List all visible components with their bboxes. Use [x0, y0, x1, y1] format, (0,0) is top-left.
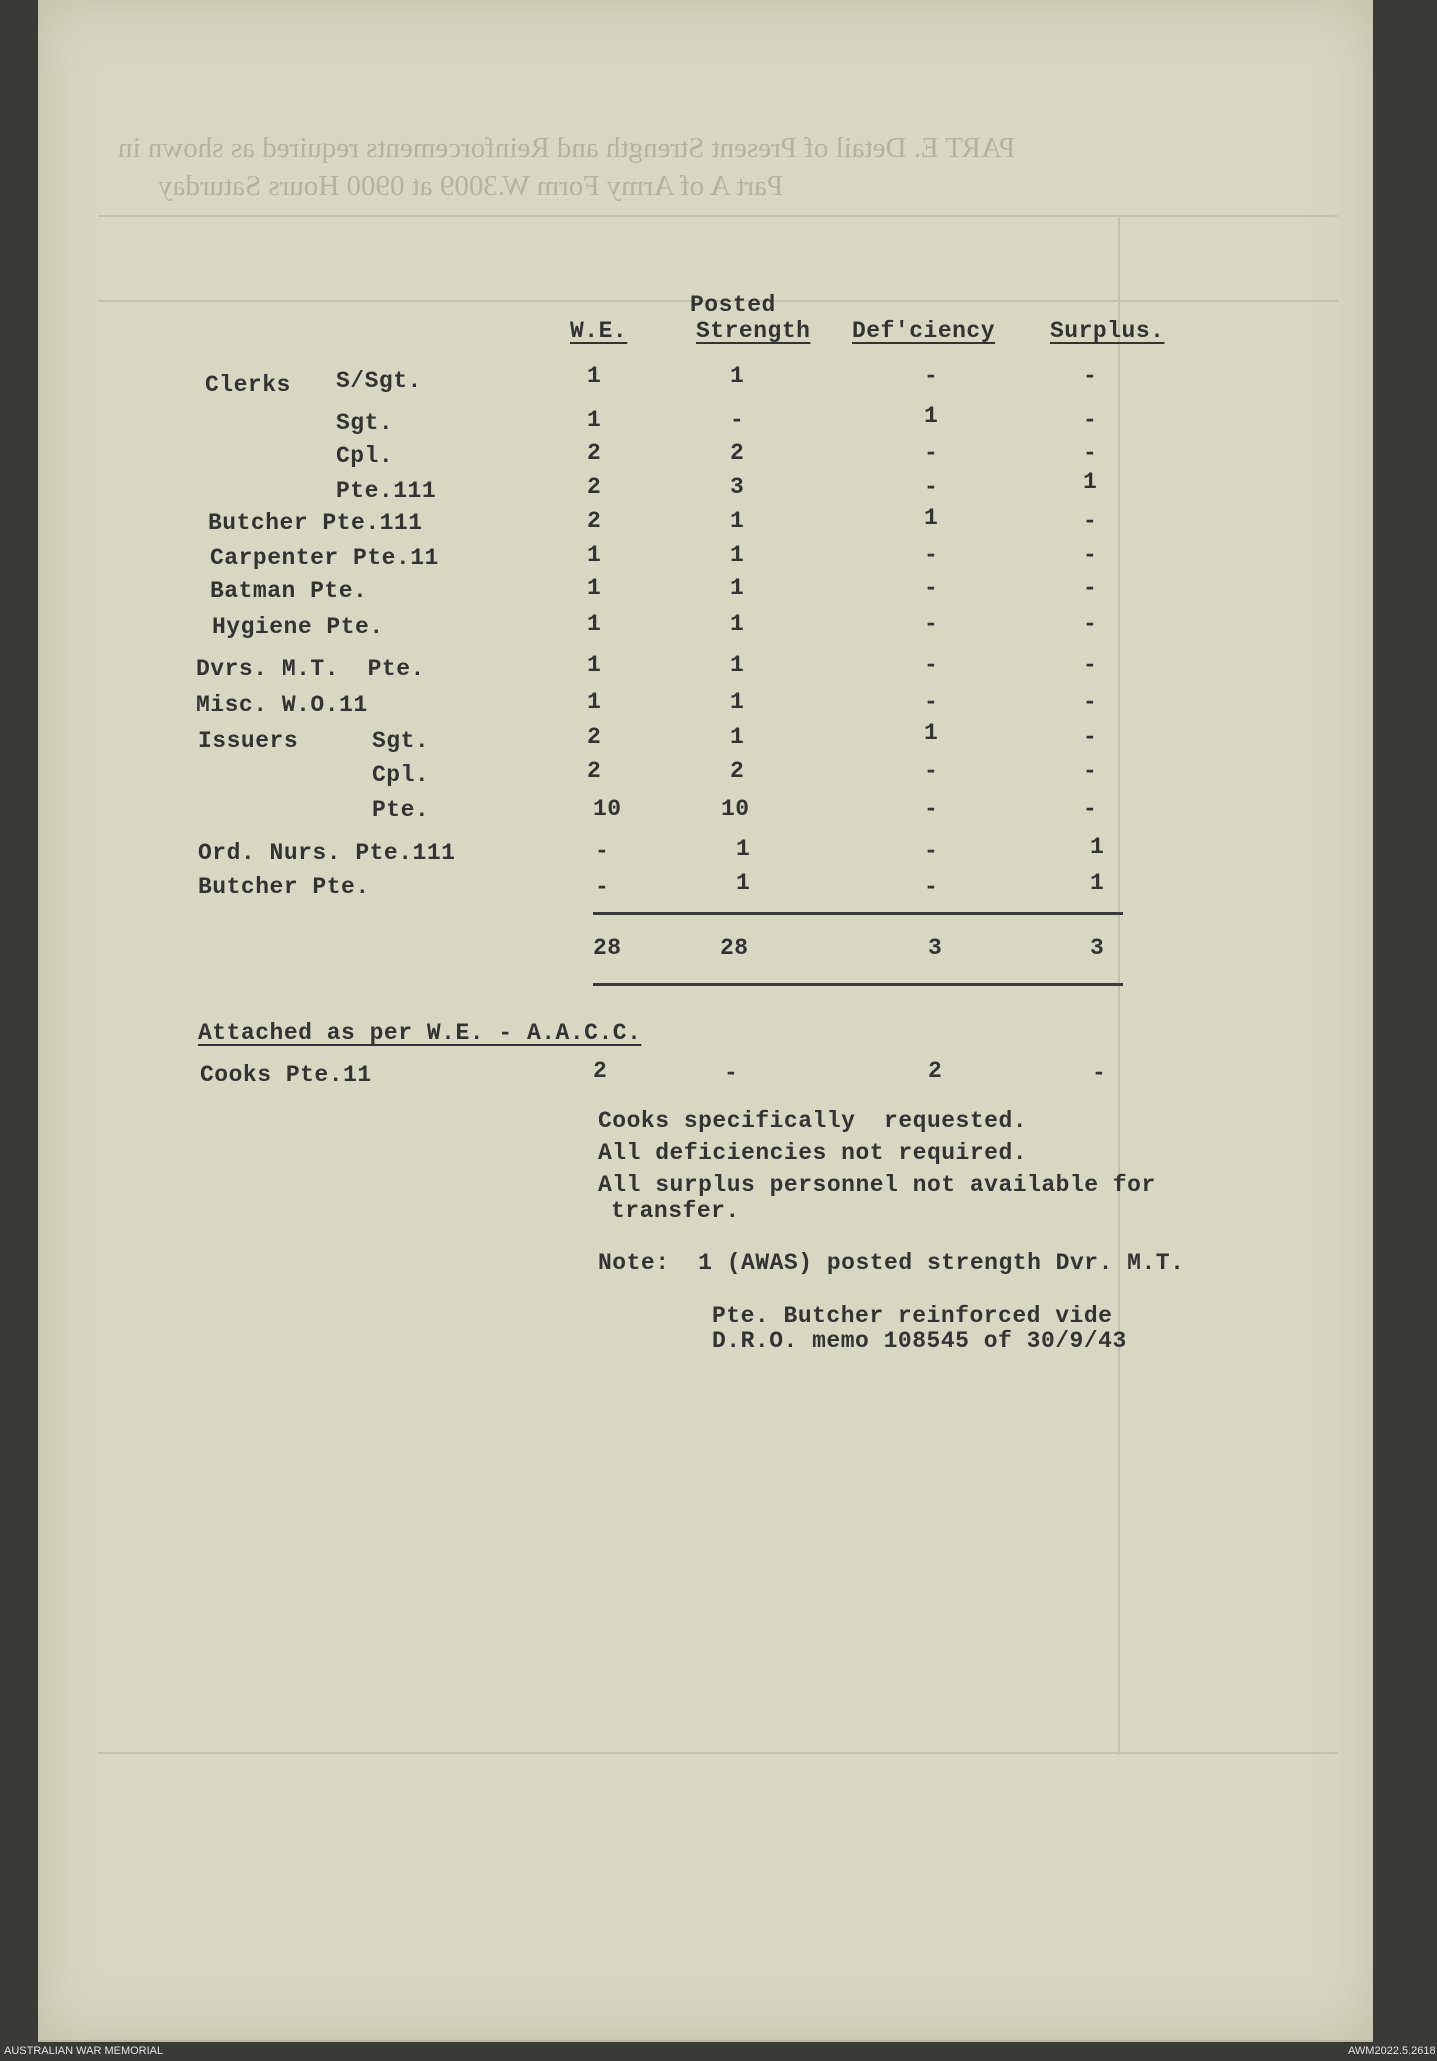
cell-posted: 1 — [730, 611, 745, 637]
row-label: Issuers — [198, 728, 299, 754]
cell-we: 1 — [587, 575, 602, 601]
cell-deficiency: - — [924, 838, 939, 864]
row-label: Clerks — [205, 372, 291, 398]
row-sub: Pte.111 — [336, 478, 437, 504]
row-sub: Sgt. — [372, 728, 430, 754]
cell-we: - — [595, 838, 610, 864]
row-label: Dvrs. M.T. Pte. — [196, 656, 425, 682]
cell-posted: 1 — [730, 724, 745, 750]
cell-posted: 1 — [730, 689, 745, 715]
row-label: Butcher Pte.111 — [208, 510, 423, 536]
row-sub: Pte. — [372, 797, 430, 823]
cell-posted: 1 — [730, 363, 745, 389]
attached-cell-deficiency: 2 — [928, 1058, 943, 1084]
show-through-rule — [98, 215, 1338, 217]
attached-row-label: Cooks Pte.11 — [200, 1062, 372, 1088]
attached-cell-surplus: - — [1092, 1060, 1107, 1086]
row-label: Ord. Nurs. Pte.111 — [198, 840, 456, 866]
total-posted: 28 — [720, 935, 749, 961]
cell-posted: 1 — [730, 542, 745, 568]
note-line: All deficiencies not required. — [598, 1140, 1028, 1166]
total-we: 28 — [593, 935, 622, 961]
cell-deficiency: - — [924, 611, 939, 637]
total-deficiency: 3 — [928, 935, 943, 961]
cell-deficiency: - — [924, 542, 939, 568]
totals-top-rule — [593, 912, 1123, 915]
row-label: Butcher Pte. — [198, 874, 370, 900]
header-posted: Posted — [690, 292, 776, 318]
header-deficiency: Def'ciency — [852, 318, 996, 344]
cell-posted: 2 — [730, 440, 745, 466]
cell-we: - — [595, 874, 610, 900]
note-line: D.R.O. memo 108545 of 30/9/43 — [712, 1328, 1127, 1354]
note-line: Cooks specifically requested. — [598, 1108, 1028, 1134]
cell-deficiency: - — [924, 440, 939, 466]
cell-surplus: - — [1083, 363, 1098, 389]
cell-we: 1 — [587, 611, 602, 637]
attached-cell-we: 2 — [593, 1058, 608, 1084]
cell-we: 2 — [587, 474, 602, 500]
show-through-header: PART E. Detail of Present Strength and Reinforcements required as shown in — [118, 132, 1016, 164]
row-sub: Sgt. — [336, 410, 394, 436]
cell-posted: 1 — [730, 508, 745, 534]
cell-surplus: - — [1083, 542, 1098, 568]
cell-deficiency: 1 — [924, 720, 939, 746]
attached-title: Attached as per W.E. - A.A.C.C. — [198, 1020, 642, 1046]
footer-reference: AWM2022.5.2618 — [1348, 2045, 1436, 2057]
cell-posted: 1 — [730, 652, 745, 678]
note-line: Pte. Butcher reinforced vide — [712, 1303, 1113, 1329]
cell-deficiency: - — [924, 796, 939, 822]
totals-bottom-rule — [593, 983, 1123, 986]
cell-deficiency: - — [924, 652, 939, 678]
cell-we: 1 — [587, 689, 602, 715]
cell-deficiency: - — [924, 363, 939, 389]
cell-we: 2 — [587, 508, 602, 534]
attached-cell-posted: - — [724, 1060, 739, 1086]
cell-deficiency: - — [924, 874, 939, 900]
cell-we: 2 — [587, 724, 602, 750]
cell-surplus: 1 — [1083, 469, 1098, 495]
cell-surplus: - — [1083, 407, 1098, 433]
cell-we: 2 — [587, 758, 602, 784]
header-strength: Strength — [696, 318, 811, 344]
row-label: Hygiene Pte. — [212, 614, 384, 640]
cell-deficiency: 1 — [924, 505, 939, 531]
cell-we: 1 — [587, 652, 602, 678]
cell-surplus: - — [1083, 611, 1098, 637]
cell-surplus: - — [1083, 508, 1098, 534]
cell-deficiency: - — [924, 474, 939, 500]
row-sub: Cpl. — [372, 762, 430, 788]
header-surplus: Surplus. — [1050, 318, 1165, 344]
note-line: Note: 1 (AWAS) posted strength Dvr. M.T. — [598, 1250, 1185, 1276]
cell-surplus: - — [1083, 440, 1098, 466]
row-label: Batman Pte. — [210, 578, 368, 604]
cell-surplus: - — [1083, 724, 1098, 750]
row-label: Misc. W.O.11 — [196, 692, 368, 718]
cell-surplus: - — [1083, 575, 1098, 601]
cell-posted: 10 — [721, 796, 750, 822]
cell-surplus: 1 — [1090, 870, 1105, 896]
cell-posted: 1 — [736, 836, 751, 862]
cell-surplus: 1 — [1090, 834, 1105, 860]
cell-deficiency: 1 — [924, 403, 939, 429]
row-label: Carpenter Pte.11 — [210, 545, 439, 571]
cell-posted: 2 — [730, 758, 745, 784]
cell-we: 1 — [587, 407, 602, 433]
note-line: All surplus personnel not available for — [598, 1172, 1156, 1198]
cell-we: 2 — [587, 440, 602, 466]
note-line: transfer. — [611, 1198, 740, 1224]
cell-surplus: - — [1083, 689, 1098, 715]
cell-surplus: - — [1083, 796, 1098, 822]
show-through-rule — [98, 1752, 1338, 1754]
cell-posted: 1 — [736, 870, 751, 896]
cell-we: 10 — [593, 796, 622, 822]
header-we: W.E. — [570, 318, 628, 344]
cell-surplus: - — [1083, 758, 1098, 784]
footer-institution: AUSTRALIAN WAR MEMORIAL — [4, 2045, 164, 2057]
row-sub: S/Sgt. — [336, 368, 422, 394]
cell-we: 1 — [587, 363, 602, 389]
row-sub: Cpl. — [336, 443, 394, 469]
cell-deficiency: - — [924, 758, 939, 784]
cell-surplus: - — [1083, 652, 1098, 678]
total-surplus: 3 — [1090, 935, 1105, 961]
cell-we: 1 — [587, 542, 602, 568]
cell-deficiency: - — [924, 575, 939, 601]
cell-posted: 3 — [730, 474, 745, 500]
cell-deficiency: - — [924, 689, 939, 715]
show-through-subheader: Part A of Army Form W.3009 at 0900 Hours Saturday — [158, 170, 784, 202]
cell-posted: - — [730, 407, 745, 433]
cell-posted: 1 — [730, 575, 745, 601]
